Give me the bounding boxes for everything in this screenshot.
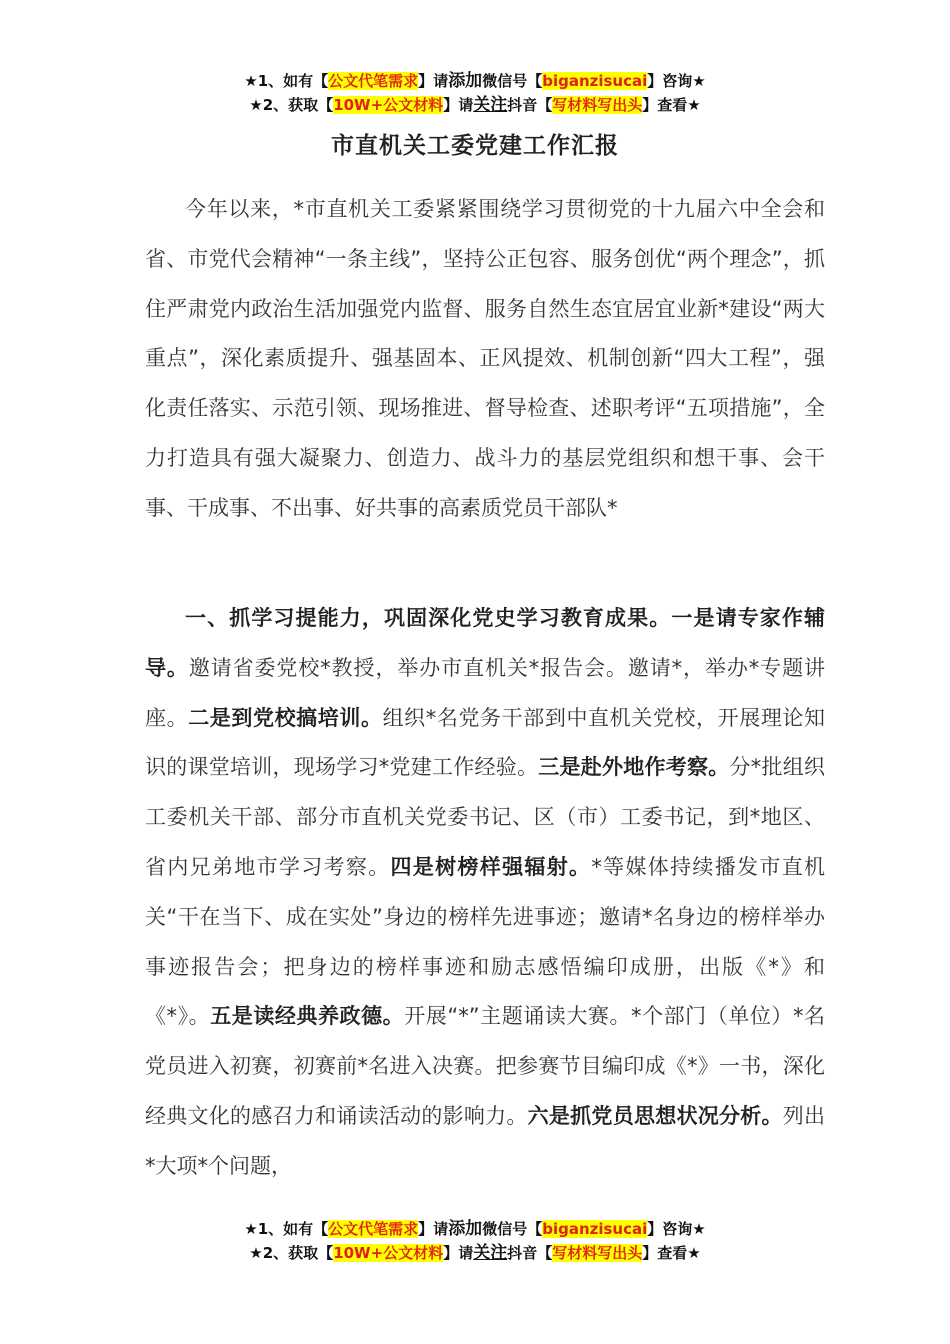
point-5-heading: 五是读经典养政德。 [210,1004,405,1029]
document-title: 市直机关工委党建工作汇报 [331,133,619,159]
banner-wechat-id: biganzisucai [542,72,648,90]
banner-text: ★2、获取【 [249,96,334,114]
banner-text: 抖音【 [507,1244,553,1262]
point-3-heading: 三是赴外地作考察。 [538,755,730,780]
banner-emphasis: 关注 [473,1243,508,1263]
banner-douyin-id: 写材料写出头 [552,1244,643,1262]
banner-line-2 [0,93,950,117]
point-1-text: 邀请省委党校*教授，举办市直机关*报告会。邀请*，举办*专题讲座。 [145,655,825,730]
point-6-heading: 六是抓党员思想状况分析。 [527,1103,783,1128]
banner-text: 微信号【 [482,1220,543,1238]
banner-highlight: 公文代笔需求 [328,1220,419,1238]
bottom-banner [0,1217,950,1265]
banner-text: 】请 [418,1220,449,1238]
section-1-paragraph [145,594,825,1192]
banner-text: 】查看★ [642,96,701,114]
section-1-heading: 一、抓学习提能力，巩固深化党史学习教育成果。 [185,606,672,630]
banner-line-1 [0,1217,950,1241]
banner-emphasis: 添加 [448,71,483,91]
banner-text: 抖音【 [507,96,553,114]
banner-text: 】咨询★ [647,72,706,90]
banner-douyin-id: 写材料写出头 [552,96,643,114]
point-4-text: *等媒体持续播发市直机关“干在当下、成在实处”身边的榜样先进事迹；邀请*名身边的榜样举办事迹报告会；把身边的榜样事迹和励志感悟编印成册，出版《*》和《*》。 [145,854,826,1029]
top-banner [0,69,950,117]
banner-emphasis: 关注 [473,95,508,115]
banner-text: 】请 [418,72,449,90]
point-4-heading: 四是树榜样强辐射。 [390,854,592,879]
banner-line-2 [0,1241,950,1265]
point-5-text: 开展“*”主题诵读大赛。*个部门（单位）*名党员进入初赛，初赛前*名进入决赛。把参赛节目编印成《*》一书，深化经典文化的感召力和诵读活动的影响力。 [145,1004,826,1128]
point-2-text: 组织*名党务干部到中直机关党校，开展理论知识的课堂培训，现场学习*党建工作经验。 [145,705,826,780]
point-2-heading: 二是到党校搞培训。 [188,705,383,730]
banner-text: ★1、如有【 [244,72,329,90]
banner-text: 微信号【 [482,72,543,90]
banner-text: 】查看★ [642,1244,701,1262]
banner-text: ★2、获取【 [249,1244,334,1262]
banner-wechat-id: biganzisucai [542,1220,648,1238]
banner-emphasis: 添加 [448,1219,483,1239]
banner-highlight: 10W+公文材料 [333,96,444,114]
banner-text: 】咨询★ [647,1220,706,1238]
banner-line-1 [0,69,950,93]
banner-highlight: 公文代笔需求 [328,72,419,90]
intro-paragraph: 今年以来，*市直机关工委紧紧围绕学习贯彻党的十九届六中全会和省、市党代会精神“一条主线”，坚持公正包容、服务创优“两个理念”，抓住严肃党内政治生活加强党内监督、服务自然生态宜居宜业新*建设“两大重点”，深化素质提升、强基固本、正风提效、机制创新“四大工程”，强化责任落实、示范引领、现场推进、督导检查、述职考评“五项措施”，全力打造具有强大凝聚力、创造力、战斗力的基层党组织和想干事、会干事、干成事、不出事、好共事的高素质党员干部队* [145,197,825,520]
point-6-text: 列出*大项*个问题， [145,1103,826,1178]
banner-text: 】请 [443,1244,474,1262]
banner-text: 】请 [443,96,474,114]
banner-highlight: 10W+公文材料 [333,1244,444,1262]
point-1-heading: 一是请专家作辅导。 [145,606,826,680]
point-3-text: 分*批组织工委机关干部、部分市直机关党委书记、区（市）工委书记，到*地区、省内兄弟地市学习考察。 [145,755,825,879]
banner-text: ★1、如有【 [244,1220,329,1238]
